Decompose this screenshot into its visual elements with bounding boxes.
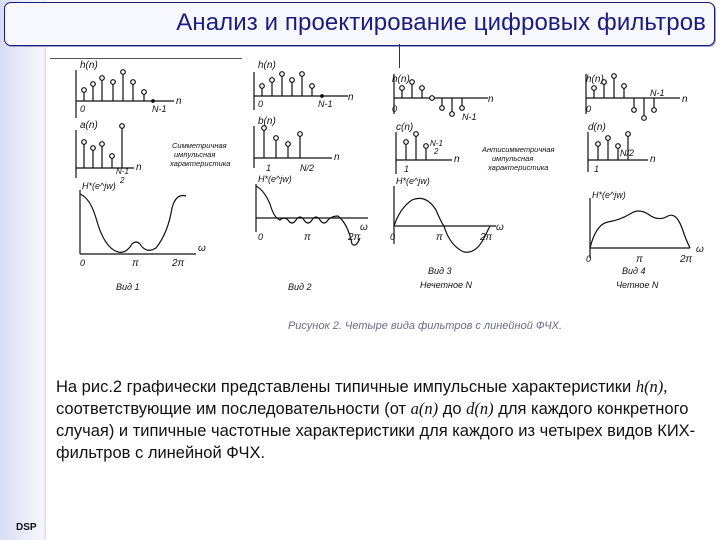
vid1-note-1: Симметричная bbox=[172, 141, 227, 150]
body-a-n: a(n) bbox=[410, 399, 439, 418]
slide-title: Анализ и проектирование цифровых фильтров bbox=[176, 9, 706, 36]
vid1-freq-2pi: 2π bbox=[172, 258, 185, 269]
vid1-impulse-label: h(n) bbox=[80, 60, 98, 71]
vid3-impulse-label: h(n) bbox=[392, 74, 410, 85]
body-d-n: d(n) bbox=[466, 399, 494, 418]
left-sidebar-band bbox=[0, 0, 46, 540]
vid3-note-2: импульсная bbox=[492, 154, 534, 163]
vid3-zero-label: 0 bbox=[392, 104, 398, 114]
body-part-4: для каждого конкретного случая) и типичные частотные характеристики для каждого из четырех видов КИХ-фильтров с линейной ФЧХ. bbox=[56, 400, 696, 462]
vid2-impulse-plot bbox=[254, 72, 348, 110]
vid3-freq-pi: π bbox=[436, 232, 443, 243]
vid2-freq-pi: π bbox=[304, 232, 311, 243]
vid4-half-label: N/2 bbox=[620, 148, 635, 158]
vid2-n-label: n bbox=[348, 92, 354, 103]
vid3-note-3: характеристика bbox=[488, 163, 549, 172]
vid3-freq-zero: 0 bbox=[390, 232, 396, 242]
vid1-freq-label: H*(e^jw) bbox=[82, 181, 116, 191]
filter-types-figure bbox=[56, 48, 716, 304]
vid4-freq-zero: 0 bbox=[586, 254, 592, 264]
figure-caption: Рисунок 2. Четыре вида фильтров с линейной ФЧХ. bbox=[287, 320, 563, 332]
vid2-seq-label: b(n) bbox=[258, 116, 276, 127]
vid1-freq-w: ω bbox=[198, 243, 206, 254]
vid1-zero-label: 0 bbox=[80, 104, 86, 114]
vid4-seq-n-label: n bbox=[650, 154, 656, 165]
vid2-seq-n-label: n bbox=[334, 152, 340, 163]
vid2-one-label: 1 bbox=[266, 163, 272, 173]
vid2-impulse-label: h(n) bbox=[258, 60, 276, 71]
body-h-n: h(n), bbox=[635, 377, 668, 396]
vid1-note-3: характеристика bbox=[170, 159, 231, 168]
vid3-one-label: 1 bbox=[404, 164, 410, 174]
vid2-vid-label: Вид 2 bbox=[288, 282, 312, 292]
vid4-zero-label: 0 bbox=[586, 104, 592, 114]
vid4-frequency-plot bbox=[590, 198, 690, 258]
vid1-vid-label: Вид 1 bbox=[116, 282, 140, 292]
vid2-sequence-plot bbox=[254, 126, 332, 168]
vid1-half-den: 2 bbox=[120, 176, 125, 185]
vid4-freq-pi: π bbox=[636, 254, 643, 265]
vid3-half-den: 2 bbox=[434, 147, 439, 156]
vid3-vid-label: Вид 3 bbox=[428, 266, 452, 276]
vid1-n-label: n bbox=[176, 96, 182, 107]
body-part-2: соответствующие им последовательности (от bbox=[56, 400, 411, 418]
vid2-nm1-label: N-1 bbox=[318, 99, 333, 109]
body-paragraph bbox=[56, 376, 696, 464]
vid3-parity: Нечетное N bbox=[420, 280, 473, 290]
vid4-one-label: 1 bbox=[594, 164, 600, 174]
vid3-note-1: Антисимметричная bbox=[482, 145, 555, 154]
vid3-freq-2pi: 2π bbox=[480, 232, 493, 243]
vid4-n-label: n bbox=[682, 94, 688, 105]
filter-types-diagram bbox=[56, 48, 716, 304]
vid2-freq-2pi: 2π bbox=[348, 232, 361, 243]
title-frame bbox=[4, 2, 715, 46]
vid1-freq-pi: π bbox=[132, 258, 139, 269]
vid3-seq-label: c(n) bbox=[396, 122, 414, 133]
vid3-seq-n-label: n bbox=[454, 154, 460, 165]
vid1-half-num: N-1 bbox=[116, 167, 129, 176]
vid4-nm1-label: N-1 bbox=[650, 88, 665, 98]
vid4-freq-2pi: 2π bbox=[680, 254, 693, 265]
vid3-freq-label: H*(e^jw) bbox=[396, 176, 430, 186]
vid1-frequency-plot bbox=[80, 190, 196, 254]
vid3-half-num: N-1 bbox=[430, 139, 443, 148]
vid4-impulse-label: h(n) bbox=[586, 74, 604, 85]
vid2-freq-label: H*(e^jw) bbox=[258, 174, 292, 184]
vid1-note-2: импульсная bbox=[174, 150, 216, 159]
vid3-nm1-label: N-1 bbox=[462, 112, 477, 122]
body-part-3: до bbox=[438, 400, 467, 418]
vid3-freq-w: ω bbox=[496, 222, 504, 233]
vid2-freq-zero: 0 bbox=[258, 232, 264, 242]
vid2-zero-label: 0 bbox=[258, 99, 264, 109]
vid4-freq-label: H*(e^jw) bbox=[592, 190, 626, 200]
vid2-half-label: N/2 bbox=[300, 163, 315, 173]
vid3-n-label: n bbox=[488, 94, 494, 105]
vid2-freq-w: ω bbox=[360, 222, 368, 233]
vid4-vid-label: Вид 4 bbox=[622, 266, 646, 276]
vid4-seq-label: d(n) bbox=[588, 122, 606, 133]
footer-label: DSP bbox=[16, 522, 37, 533]
vid1-seq-label: a(n) bbox=[80, 120, 98, 131]
vid1-seq-n-label: n bbox=[136, 162, 142, 173]
vid1-nm1-label: N-1 bbox=[152, 104, 167, 114]
vid4-freq-w: ω bbox=[696, 244, 704, 255]
body-part-1: На рис.2 графически представлены типичные импульсные характеристики bbox=[56, 378, 632, 396]
vid4-parity: Четное N bbox=[616, 280, 659, 290]
vid1-freq-zero: 0 bbox=[80, 258, 86, 268]
